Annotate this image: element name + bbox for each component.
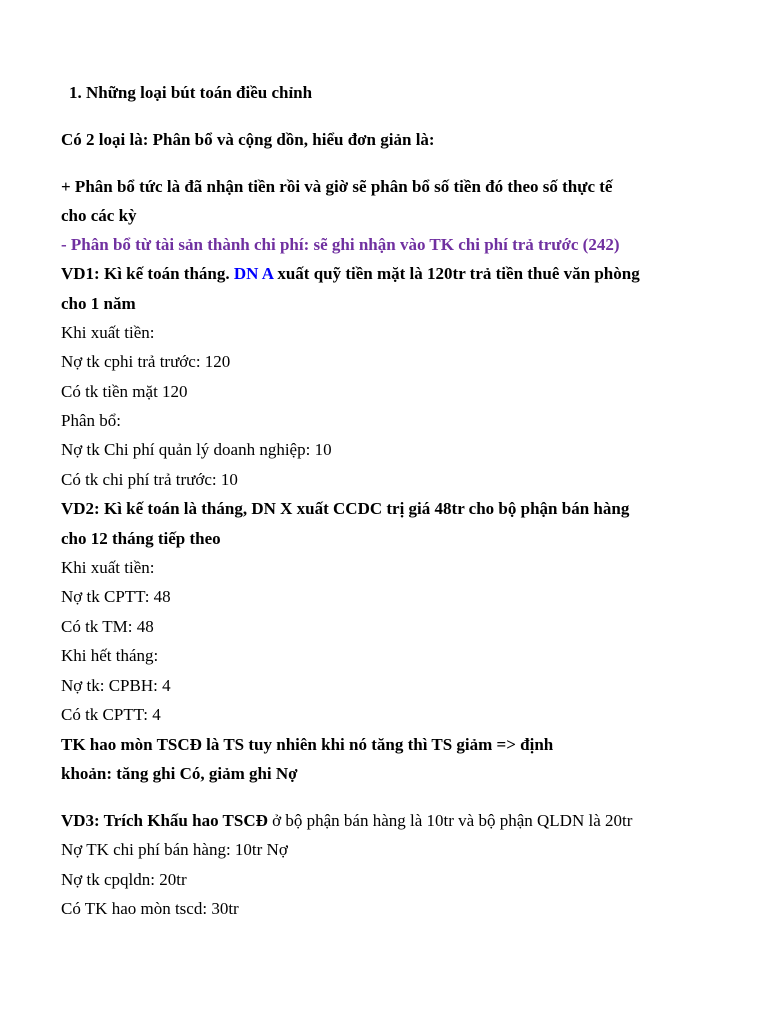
vd2-entry: Khi xuất tiền:: [61, 558, 155, 577]
vd1-entry: Có tk tiền mặt 120: [61, 382, 188, 401]
vd2-entry: Nợ tk: CPBH: 4: [61, 676, 171, 695]
allocation-definition-line2: cho các kỳ: [61, 206, 137, 225]
vd2-title-line1: VD2: Kì kế toán là tháng, DN X xuất CCDC trị giá 48tr cho bộ phận bán hàng: [61, 499, 630, 518]
intro-line: Có 2 loại là: Phân bổ và cộng dồn, hiểu đơn giản là:: [61, 130, 435, 149]
vd2-entry: Khi hết tháng:: [61, 646, 159, 665]
vd1-entry: Có tk chi phí trả trước: 10: [61, 470, 238, 489]
allocation-definition-line1: + Phân bổ tức là đã nhận tiền rồi và giờ sẽ phân bổ số tiền đó theo số thực tế: [61, 177, 613, 196]
heading-number: 1.: [69, 83, 82, 102]
vd3-entry: Nợ tk cpqldn: 20tr: [61, 870, 187, 889]
vd2-title-line2: cho 12 tháng tiếp theo: [61, 529, 221, 548]
section-heading: [69, 78, 312, 107]
vd2-entry: Nợ tk CPTT: 48: [61, 587, 171, 606]
allocation-rule: - Phân bổ từ tài sản thành chi phí: sẽ ghi nhận vào TK chi phí trả trước (242): [61, 235, 620, 254]
heading-text: Những loại bút toán điều chỉnh: [86, 83, 313, 102]
vd1-label: VD1: Kì kế toán tháng.: [61, 264, 230, 283]
vd2-entry: Có tk TM: 48: [61, 617, 154, 636]
vd2-entry: Có tk CPTT: 4: [61, 705, 161, 724]
vd1-entry: Nợ tk cphi trả trước: 120: [61, 352, 231, 371]
vd3-entry: Nợ TK chi phí bán hàng: 10tr Nợ: [61, 840, 288, 859]
vd3-title: [61, 806, 632, 835]
vd3-description: ở bộ phận bán hàng là 10tr và bộ phận QLDN là 20tr: [272, 811, 633, 830]
vd3-label: VD3: Trích Khấu hao TSCĐ: [61, 811, 268, 830]
vd1-entry: Phân bổ:: [61, 411, 121, 430]
depreciation-note-line1: TK hao mòn TSCĐ là TS tuy nhiên khi nó tăng thì TS giảm => định: [61, 735, 554, 754]
vd1-title-line1: [61, 259, 640, 288]
vd1-description: xuất quỹ tiền mặt là 120tr trả tiền thuê văn phòng: [277, 264, 640, 283]
vd1-entry: Khi xuất tiền:: [61, 323, 155, 342]
vd1-company: DN A: [233, 264, 274, 283]
vd1-title-line2: cho 1 năm: [61, 294, 136, 313]
vd1-entry: Nợ tk Chi phí quản lý doanh nghiệp: 10: [61, 440, 332, 459]
depreciation-note-line2: khoản: tăng ghi Có, giảm ghi Nợ: [61, 764, 298, 783]
vd3-entry: Có TK hao mòn tscd: 30tr: [61, 899, 239, 918]
